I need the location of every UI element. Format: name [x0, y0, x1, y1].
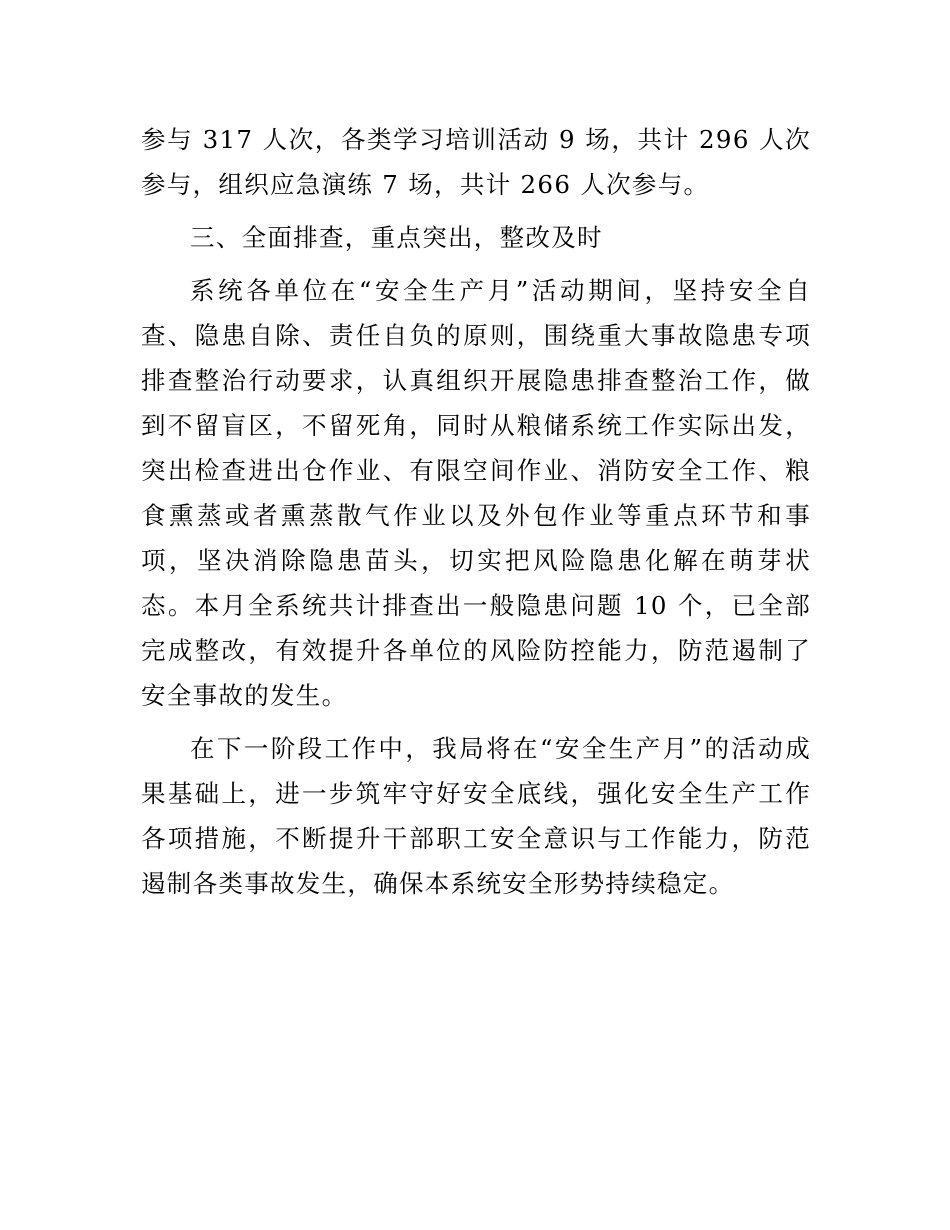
document-body — [141, 117, 811, 906]
section-heading: 三、全面排查，重点突出，整改及时 — [190, 223, 603, 252]
paragraph-inspection: 系统各单位在“安全生产月”活动期间，坚持安全自查、隐患自除、责任自负的原则，围绕重大事故隐患专项排查整治行动要求，认真组织开展隐患排查整治工作，做到不留盲区，不留死角，同时从粮储系统工作实际出发，突出检查进出仓作业、有限空间作业、消防安全工作、粮食熏蒸或者熏蒸散气作业以及外包作业等重点环节和事项，坚决消除隐患苗头，切实把风险隐患化解在萌芽状态。本月全系统共计排查出一般隐患问题 10 个，已全部完成整改，有效提升各单位的风险防控能力，防范遏制了安全事故的发生。 — [141, 276, 811, 710]
paragraph-continuation: 参与 317 人次，各类学习培训活动 9 场，共计 296 人次参与，组织应急演练 7 场，共计 266 人次参与。 — [141, 125, 811, 199]
paragraph-next-stage: 在下一阶段工作中，我局将在“安全生产月”的活动成果基础上，进一步筑牢守好安全底线，强化安全生产工作各项措施，不断提升干部职工安全意识与工作能力，防范遏制各类事故发生，确保本系统安全形势持续稳定。 — [141, 734, 811, 898]
